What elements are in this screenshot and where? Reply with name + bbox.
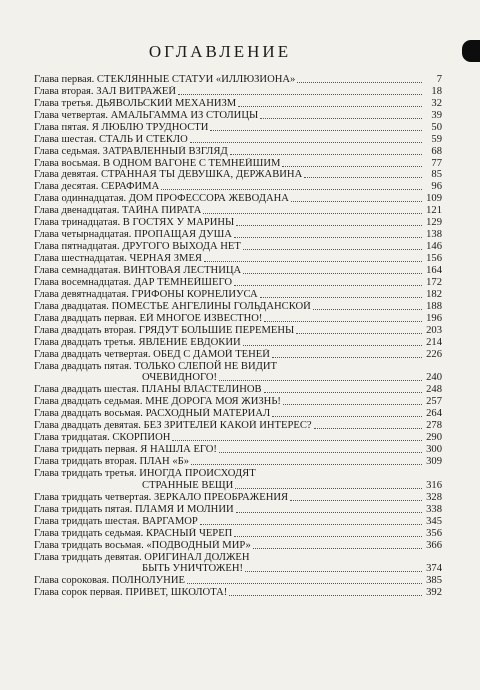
toc-entry — [34, 468, 442, 492]
dot-leader — [272, 416, 422, 417]
toc-entry-title: Глава тридцать вторая. ПЛАН «Б» — [34, 455, 190, 467]
dot-leader — [272, 357, 422, 358]
toc-entry — [34, 277, 442, 289]
page-edge-mark — [462, 40, 480, 62]
toc-entry — [34, 408, 442, 420]
dot-leader — [238, 106, 422, 107]
toc-entry-page: 214 — [426, 336, 442, 348]
toc-entry-page: 290 — [426, 432, 442, 444]
toc-entry-page: 374 — [426, 563, 442, 575]
toc-entry-page: 385 — [426, 575, 442, 587]
toc-entry — [34, 241, 442, 253]
toc-entry-title: Глава сороковая. ПОЛНОЛУНИЕ — [34, 575, 185, 587]
toc-entry-title: Глава тридцать четвертая. ЗЕРКАЛО ПРЕОБРАЖЕНИЯ — [34, 491, 289, 503]
toc-entry-page: 109 — [426, 193, 442, 205]
dot-leader — [264, 392, 422, 393]
dot-leader — [234, 285, 422, 286]
toc-entry-title: Глава вторая. ЗАЛ ВИТРАЖЕЙ — [34, 85, 177, 97]
toc-entry-title: Глава тридцатая. СКОРПИОН — [34, 432, 171, 444]
toc-entry — [34, 86, 442, 98]
toc-entry — [34, 122, 442, 134]
toc-entry-page: 309 — [426, 455, 442, 467]
toc-entry-title: Глава семнадцатая. ВИНТОВАЯ ЛЕСТНИЦА — [34, 264, 242, 276]
dot-leader — [291, 201, 422, 202]
toc-entry — [34, 74, 442, 86]
toc-entry-title: Глава тридцать пятая. ПЛАМЯ И МОЛНИИ — [34, 503, 234, 515]
dot-leader — [290, 500, 422, 501]
dot-leader — [296, 333, 422, 334]
toc-entry-title: Глава восьмая. В ОДНОМ ВАГОНЕ С ТЕМНЕЙШИМ — [34, 157, 281, 169]
toc-entry-page: 300 — [426, 444, 442, 456]
toc-entry-page: 18 — [431, 85, 442, 97]
toc-entry — [34, 349, 442, 361]
toc-entry-page: 182 — [426, 288, 442, 300]
toc-entry — [34, 587, 442, 599]
toc-entry-title: Глава первая. СТЕКЛЯННЫЕ СТАТУИ «ИЛЛЮЗИОНА» — [34, 73, 296, 85]
toc-entry-title: Глава двадцать седьмая. МНЕ ДОРОГА МОЯ ЖИЗНЬ! — [34, 396, 281, 408]
dot-leader — [297, 82, 422, 83]
table-of-contents — [34, 74, 442, 599]
dot-leader — [230, 154, 422, 155]
toc-entry-title: Глава двенадцатая. ТАЙНА ПИРАТА — [34, 205, 202, 217]
toc-entry-page: 257 — [426, 396, 442, 408]
toc-entry-title: Глава тридцать третья. ИНОГДА ПРОИСХОДЯТ — [34, 467, 256, 479]
dot-leader — [243, 273, 422, 274]
toc-entry-title: Глава двадцатая. ПОМЕСТЬЕ АНГЕЛИНЫ ГОЛЬДАНСКОЙ — [34, 300, 311, 312]
toc-entry-page: 96 — [431, 181, 442, 193]
toc-entry — [34, 432, 442, 444]
dot-leader — [190, 142, 422, 143]
toc-entry — [34, 456, 442, 468]
dot-leader — [161, 189, 422, 190]
toc-entry-title: Глава тринадцатая. В ГОСТЯХ У МАРИНЫ — [34, 217, 235, 229]
toc-entry — [34, 170, 442, 182]
toc-entry — [34, 158, 442, 170]
toc-entry-page: 392 — [426, 587, 442, 599]
toc-entry — [34, 516, 442, 528]
toc-entry-title: Глава десятая. СЕРАФИМА — [34, 181, 160, 193]
toc-entry-page: 278 — [426, 420, 442, 432]
toc-entry-page: 39 — [431, 109, 442, 121]
toc-entry — [34, 265, 442, 277]
toc-entry — [34, 540, 442, 552]
toc-entry-page: 203 — [426, 324, 442, 336]
toc-entry-title: Глава шестнадцатая. ЧЕРНАЯ ЗМЕЯ — [34, 253, 202, 265]
toc-entry — [34, 253, 442, 265]
dot-leader — [313, 309, 422, 310]
toc-entry-title: Глава пятнадцатая. ДРУГОГО ВЫХОДА НЕТ — [34, 241, 241, 253]
dot-leader — [235, 488, 422, 489]
toc-entry — [34, 396, 442, 408]
dot-leader — [260, 118, 422, 119]
dot-leader — [283, 404, 422, 405]
toc-entry-title: Глава двадцать пятая. ТОЛЬКО СЛЕПОЙ НЕ ВИДИТ — [34, 360, 277, 372]
toc-entry-title: Глава девятнадцатая. ГРИФОНЫ КОРНЕЛИУСА — [34, 288, 258, 300]
toc-entry-page: 338 — [426, 503, 442, 515]
toc-entry-title: Глава тридцать восьмая. «ПОДВОДНЫЙ МИР» — [34, 539, 251, 551]
toc-entry — [34, 110, 442, 122]
toc-entry-page: 68 — [431, 145, 442, 157]
dot-leader — [204, 261, 422, 262]
dot-leader — [253, 548, 422, 549]
dot-leader — [178, 94, 422, 95]
toc-entry-page: 264 — [426, 408, 442, 420]
toc-entry-page: 164 — [426, 264, 442, 276]
toc-entry — [34, 205, 442, 217]
toc-entry-title: Глава двадцать первая. ЕЙ МНОГОЕ ИЗВЕСТНО! — [34, 312, 263, 324]
toc-entry-page: 7 — [436, 73, 442, 85]
toc-entry-title: Глава тридцать шестая. ВАРГАМОР — [34, 515, 198, 527]
toc-entry-page: 77 — [431, 157, 442, 169]
dot-leader — [200, 524, 422, 525]
toc-entry-page: 156 — [426, 253, 442, 265]
toc-entry — [34, 193, 442, 205]
dot-leader — [245, 571, 422, 572]
dot-leader — [229, 595, 422, 596]
toc-entry — [34, 552, 442, 576]
toc-entry-title: Глава двадцать третья. ЯВЛЕНИЕ ЕВДОКИИ — [34, 336, 241, 348]
page-title: ОГЛАВЛЕНИЕ — [148, 42, 292, 61]
toc-entry-title: Глава четырнадцатая. ПРОПАЩАЯ ДУША — [34, 229, 232, 241]
toc-entry-page: 59 — [431, 133, 442, 145]
dot-leader — [219, 452, 422, 453]
toc-entry-page: 121 — [426, 205, 442, 217]
toc-entry-page: 129 — [426, 217, 442, 229]
toc-entry-title: Глава тридцать девятая. ОРИГИНАЛ ДОЛЖЕН — [34, 551, 250, 563]
toc-entry-page: 240 — [426, 372, 442, 384]
toc-entry-title: Глава седьмая. ЗАТРАВЛЕННЫЙ ВЗГЛЯД — [34, 145, 228, 157]
toc-entry-title-continued: СТРАННЫЕ ВЕЩИ — [142, 479, 234, 491]
toc-entry-page: 188 — [426, 300, 442, 312]
toc-entry-title-continued: БЫТЬ УНИЧТОЖЕН! — [142, 563, 244, 575]
toc-entry — [34, 181, 442, 193]
dot-leader — [219, 380, 422, 381]
toc-entry — [34, 301, 442, 313]
toc-entry-title-continued: ОЧЕВИДНОГО! — [142, 372, 218, 384]
toc-entry-title: Глава тридцать седьмая. КРАСНЫЙ ЧЕРЕП — [34, 527, 233, 539]
toc-entry-title: Глава тридцать первая. Я НАШЛА ЕГО! — [34, 444, 217, 456]
toc-entry-title: Глава четвертая. АМАЛЬГАММА ИЗ СТОЛИЦЫ — [34, 109, 259, 121]
toc-entry — [34, 361, 442, 385]
toc-entry — [34, 313, 442, 325]
toc-entry-page: 196 — [426, 312, 442, 324]
toc-entry-title: Глава сорок первая. ПРИВЕТ, ШКОЛОТА! — [34, 587, 228, 599]
toc-entry-page: 50 — [431, 121, 442, 133]
dot-leader — [203, 213, 422, 214]
dot-leader — [234, 536, 422, 537]
toc-entry — [34, 337, 442, 349]
toc-entry-title: Глава одиннадцатая. ДОМ ПРОФЕССОРА ЖЕВОДАНА — [34, 193, 289, 205]
toc-entry-title: Глава двадцать вторая. ГРЯДУТ БОЛЬШИЕ ПЕРЕМЕНЫ — [34, 324, 295, 336]
dot-leader — [304, 177, 422, 178]
toc-entry — [34, 98, 442, 110]
toc-entry-page: 146 — [426, 241, 442, 253]
toc-entry-page: 226 — [426, 348, 442, 360]
toc-entry-page: 345 — [426, 515, 442, 527]
toc-entry — [34, 420, 442, 432]
dot-leader — [210, 130, 422, 131]
dot-leader — [234, 237, 422, 238]
toc-entry — [34, 289, 442, 301]
toc-entry-title: Глава двадцать девятая. БЕЗ ЗРИТЕЛЕЙ КАКОЙ ИНТЕРЕС? — [34, 420, 312, 432]
toc-entry-title: Глава двадцать восьмая. РАСХОДНЫЙ МАТЕРИАЛ — [34, 408, 271, 420]
toc-entry-title: Глава восемнадцатая. ДАР ТЕМНЕЙШЕГО — [34, 276, 232, 288]
toc-entry — [34, 217, 442, 229]
toc-entry — [34, 575, 442, 587]
dot-leader — [314, 428, 422, 429]
toc-entry-title: Глава третья. ДЬЯВОЛЬСКИЙ МЕХАНИЗМ — [34, 97, 237, 109]
toc-entry — [34, 134, 442, 146]
dot-leader — [243, 345, 422, 346]
toc-entry — [34, 444, 442, 456]
toc-entry-title: Глава пятая. Я ЛЮБЛЮ ТРУДНОСТИ — [34, 121, 209, 133]
dot-leader — [187, 583, 422, 584]
dot-leader — [282, 166, 422, 167]
dot-leader — [264, 321, 422, 322]
dot-leader — [172, 440, 422, 441]
dot-leader — [191, 464, 422, 465]
toc-entry-title: Глава двадцать четвертая. ОБЕД С ДАМОЙ ТЕНЕЙ — [34, 348, 270, 360]
toc-entry-page: 316 — [426, 479, 442, 491]
toc-entry-page: 138 — [426, 229, 442, 241]
dot-leader — [236, 512, 422, 513]
toc-entry — [34, 492, 442, 504]
toc-entry-title: Глава шестая. СТАЛЬ И СТЕКЛО — [34, 133, 188, 145]
toc-entry-title: Глава двадцать шестая. ПЛАНЫ ВЛАСТЕЛИНОВ — [34, 384, 262, 396]
toc-entry-page: 172 — [426, 276, 442, 288]
toc-entry-page: 32 — [431, 97, 442, 109]
toc-entry-page: 248 — [426, 384, 442, 396]
dot-leader — [260, 297, 422, 298]
toc-entry — [34, 384, 442, 396]
toc-entry — [34, 325, 442, 337]
toc-entry — [34, 504, 442, 516]
toc-entry — [34, 528, 442, 540]
toc-entry — [34, 146, 442, 158]
dot-leader — [236, 225, 422, 226]
toc-entry-page: 356 — [426, 527, 442, 539]
toc-entry-page: 85 — [431, 169, 442, 181]
toc-entry-page: 366 — [426, 539, 442, 551]
dot-leader — [243, 249, 422, 250]
toc-entry-title: Глава девятая. СТРАННАЯ ТЫ ДЕВУШКА, ДЕРЖАВИНА — [34, 169, 303, 181]
toc-entry — [34, 229, 442, 241]
toc-entry-page: 328 — [426, 491, 442, 503]
